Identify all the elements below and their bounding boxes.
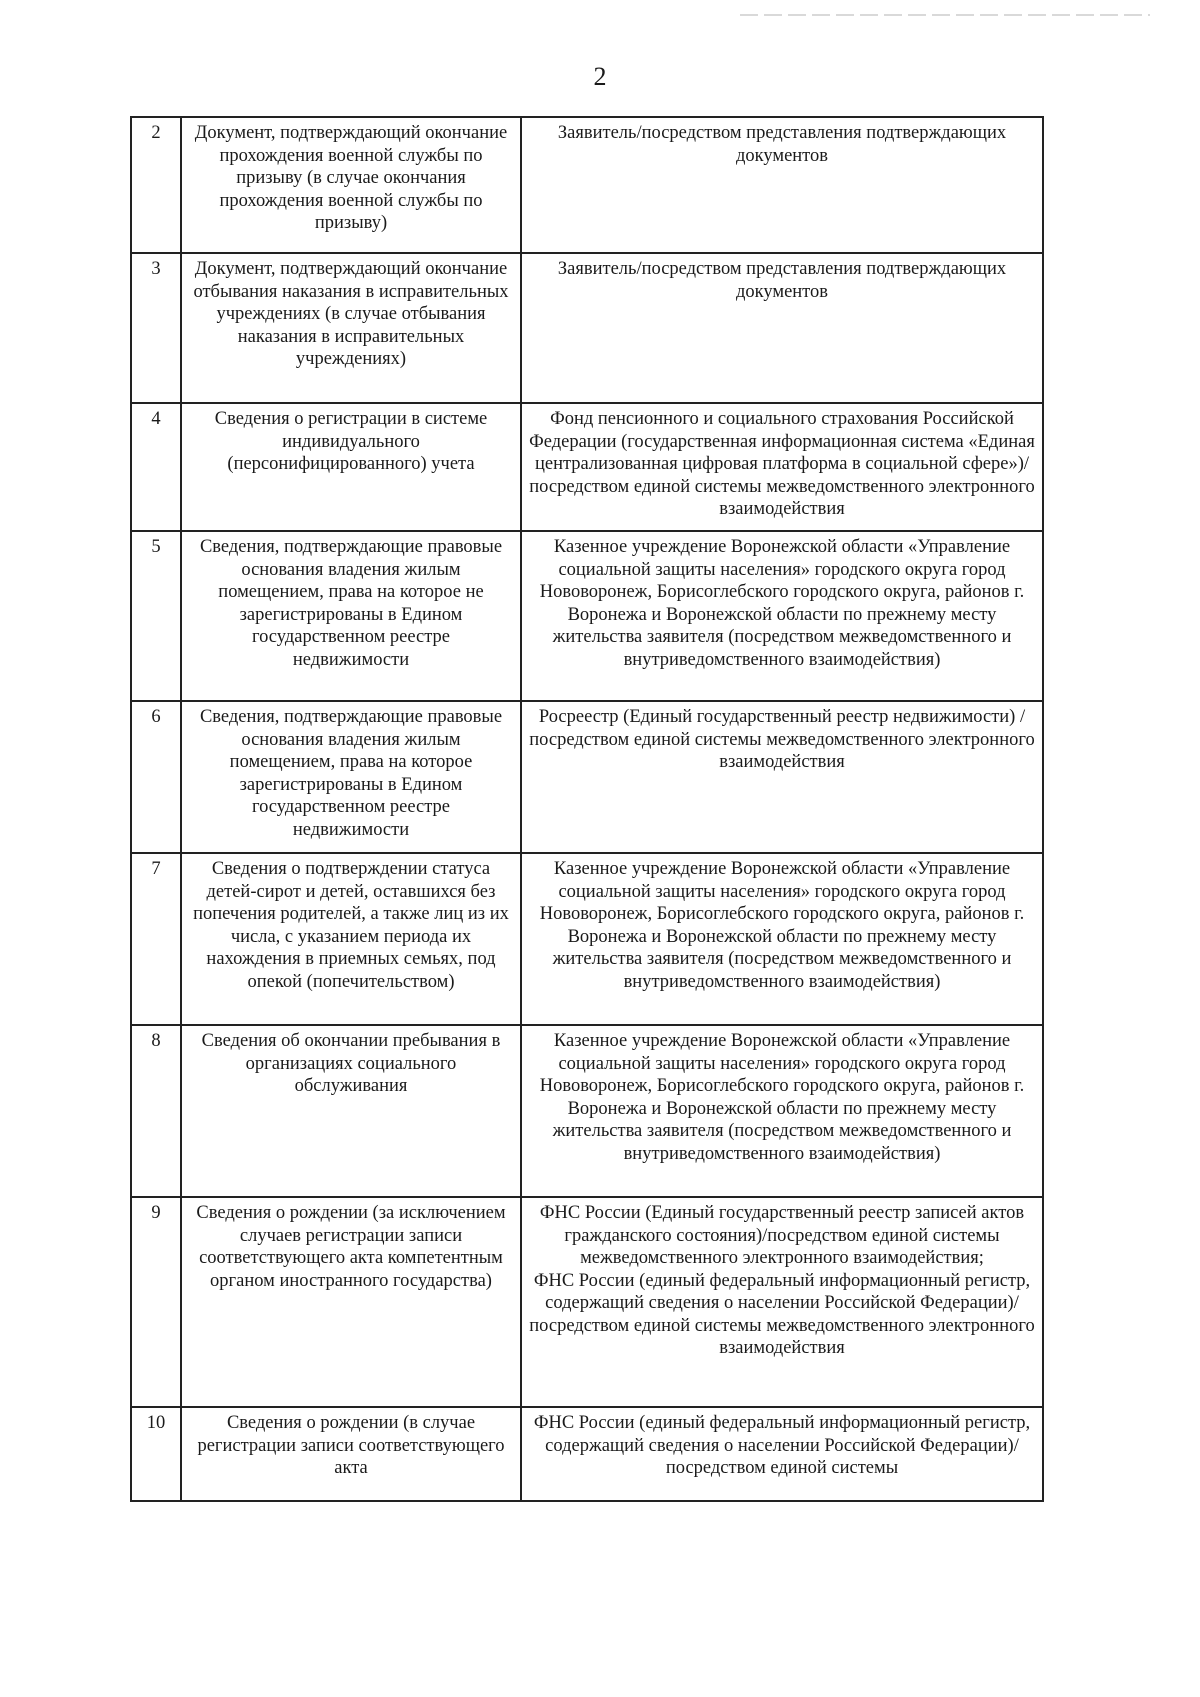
document-source <box>521 117 1043 253</box>
row-number: 4 <box>131 403 181 531</box>
document-name: Сведения о регистрации в системе индивидуального (персонифицированного) учета <box>181 403 521 531</box>
row-number: 7 <box>131 853 181 1025</box>
document-name: Документ, подтверждающий окончание отбывания наказания в исправительных учреждениях (в случае отбывания наказания в исправительных учреждениях) <box>181 253 521 403</box>
document-source <box>521 701 1043 853</box>
documents-table <box>130 116 1044 1502</box>
document-name: Сведения об окончании пребывания в организациях социального обслуживания <box>181 1025 521 1197</box>
table-row <box>131 117 1043 253</box>
row-number: 8 <box>131 1025 181 1197</box>
document-name: Сведения о рождении (за исключением случаев регистрации записи соответствующего акта компетентным органом иностранного государства) <box>181 1197 521 1407</box>
document-source <box>521 253 1043 403</box>
source-text: Фонд пенсионного и социального страхования Российской Федерации (государственная информационная система «Единая централизованная цифровая платформа в социальной сфере»)/посредством единой системы межведомственного электронного взаимодействия <box>529 409 1035 519</box>
source-text: Росреестр (Единый государственный реестр недвижимости) / <box>538 707 1026 727</box>
document-source <box>521 531 1043 701</box>
source-text: ФНС России (единый федеральный информационный регистр, содержащий сведения о населении Российской Федерации)/посредством единой системы <box>533 1413 1031 1478</box>
row-number: 10 <box>131 1407 181 1501</box>
document-name: Сведения, подтверждающие правовые основания владения жилым помещением, права на которое зарегистрированы в Едином государственном реестре недвижимости <box>181 701 521 853</box>
source-text: Заявитель/посредством представления подтверждающих документов <box>557 259 1007 302</box>
source-text: Казенное учреждение Воронежской области «Управление социальной защиты населения» городского округа город Нововоронеж, Борисоглебского городского округа, районов г. Воронежа и Воронежской области по прежнему месту жительства заявителя (посредством межведомственного и внутриведомственного взаимодействия) <box>539 1031 1025 1164</box>
document-source <box>521 1407 1043 1501</box>
row-number: 3 <box>131 253 181 403</box>
document-name: Сведения о рождении (в случае регистрации записи соответствующего акта <box>181 1407 521 1501</box>
documents-table-body <box>131 117 1043 1501</box>
table-row <box>131 531 1043 701</box>
source-text: ФНС России (единый федеральный информационный регистр, содержащий сведения о населении Российской Федерации)/посредством единой системы межведомственного электронного взаимодействия <box>529 1270 1035 1358</box>
table-row <box>131 1197 1043 1407</box>
table-row <box>131 1025 1043 1197</box>
row-number: 2 <box>131 117 181 253</box>
source-text: ФНС России (Единый государственный реестр записей актов гражданского состояния)/посредством единой системы межведомственного электронного взаимодействия; <box>539 1203 1025 1268</box>
scan-artifact <box>740 14 1150 16</box>
document-source <box>521 1025 1043 1197</box>
document-name: Сведения, подтверждающие правовые основания владения жилым помещением, права на которое не зарегистрированы в Едином государственном реестре недвижимости <box>181 531 521 701</box>
row-number: 5 <box>131 531 181 701</box>
document-name: Сведения о подтверждении статуса детей-сирот и детей, оставшихся без попечения родителей, а также лиц из их числа, с указанием периода их нахождения в приемных семьях, под опекой (попечительством) <box>181 853 521 1025</box>
row-number: 6 <box>131 701 181 853</box>
table-row <box>131 1407 1043 1501</box>
source-text: посредством единой системы межведомственного электронного взаимодействия <box>529 729 1035 772</box>
table-row <box>131 403 1043 531</box>
document-source <box>521 403 1043 531</box>
document-source <box>521 1197 1043 1407</box>
table-row <box>131 253 1043 403</box>
source-text: Казенное учреждение Воронежской области «Управление социальной защиты населения» городского округа город Нововоронеж, Борисоглебского городского округа, районов г. Воронежа и Воронежской области по прежнему месту жительства заявителя (посредством межведомственного и внутриведомственного взаимодействия) <box>539 859 1025 992</box>
document-source <box>521 853 1043 1025</box>
document-name: Документ, подтверждающий окончание прохождения военной службы по призыву (в случае окончания прохождения военной службы по призыву) <box>181 117 521 253</box>
table-row <box>131 853 1043 1025</box>
table-row <box>131 701 1043 853</box>
source-text: Казенное учреждение Воронежской области «Управление социальной защиты населения» городского округа город Нововоронеж, Борисоглебского городского округа, районов г. Воронежа и Воронежской области по прежнему месту жительства заявителя (посредством межведомственного и внутриведомственного взаимодействия) <box>539 537 1025 670</box>
source-text: Заявитель/посредством представления подтверждающих документов <box>557 123 1007 166</box>
row-number: 9 <box>131 1197 181 1407</box>
page-number: 2 <box>593 62 607 91</box>
